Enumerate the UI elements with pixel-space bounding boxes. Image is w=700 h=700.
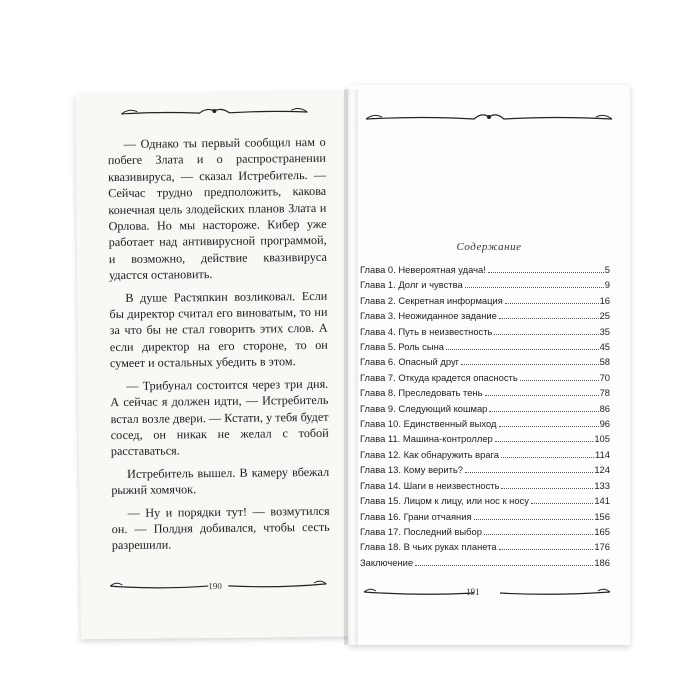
- toc-entry: [360, 293, 610, 308]
- toc-entry-label: Глава 6. Опасный друг: [360, 356, 460, 368]
- page-number-left: 190: [208, 580, 222, 592]
- toc-entry-page: 78: [599, 387, 610, 399]
- right-page: [348, 85, 630, 645]
- toc-leader-dots: [489, 411, 598, 412]
- toc-entry: [360, 493, 610, 508]
- toc-entry-page: 70: [599, 371, 610, 383]
- toc-entry-label: Глава 4. Путь в неизвестность: [360, 325, 493, 337]
- toc-entry-page: 9: [604, 279, 610, 291]
- toc-leader-dots: [520, 380, 599, 381]
- toc-leader-dots: [495, 441, 594, 442]
- paragraph: — Ну и порядки тут! — возмутился он. — Полдня добивался, чтобы сесть разрешили.: [111, 503, 330, 553]
- toc-entry: [360, 462, 610, 477]
- toc-entry: [360, 354, 610, 369]
- toc-entry-label: Глава 7. Откуда крадется опасность: [360, 371, 518, 383]
- toc-entry-page: 45: [599, 341, 610, 353]
- toc-leader-dots: [465, 472, 593, 473]
- toc-leader-dots: [499, 549, 594, 550]
- toc-entry-label: Глава 14. Шаги в неизвестность: [360, 479, 500, 491]
- toc-leader-dots: [531, 503, 593, 504]
- toc-entry-page: 186: [594, 556, 610, 568]
- toc-leader-dots: [488, 272, 604, 273]
- toc-leader-dots: [465, 287, 604, 288]
- toc-leader-dots: [494, 334, 598, 335]
- toc-entry-label: Глава 8. Преследовать тень: [360, 387, 483, 399]
- toc-entry: [360, 431, 610, 446]
- toc-leader-dots: [415, 565, 593, 566]
- toc-entry: [360, 416, 610, 431]
- toc-entry: [360, 308, 610, 323]
- toc-entry-label: Глава 0. Невероятная удача!: [360, 264, 486, 275]
- open-book: [78, 85, 630, 645]
- toc-entry: [360, 262, 610, 277]
- toc-entry-label: Глава 17. Последний выбор: [360, 525, 482, 537]
- toc-entry: [360, 539, 610, 554]
- toc-entry-page: 96: [599, 418, 610, 430]
- toc-entry-page: 133: [594, 479, 610, 491]
- paragraph: Истребитель вышел. В камеру вбежал рыжий хомячок.: [111, 464, 330, 498]
- page-number-right: 191: [466, 587, 480, 597]
- toc-entry: [360, 277, 610, 292]
- toc-entry-label: Глава 13. Кому верить?: [360, 464, 464, 476]
- chapter-text: [108, 134, 330, 560]
- toc-leader-dots: [501, 488, 593, 489]
- toc-entry-label: Глава 5. Роль сына: [360, 341, 444, 353]
- toc-entry-label: Глава 18. В чьих руках планета: [360, 541, 497, 553]
- toc-leader-dots: [499, 426, 599, 427]
- toc-entry: [360, 524, 610, 539]
- toc-leader-dots: [501, 457, 594, 458]
- toc-entry-page: 141: [594, 495, 610, 507]
- toc-entry: [360, 555, 610, 570]
- toc-entry-page: 124: [594, 464, 610, 476]
- paragraph: В душе Растяпкин возликовал. Если бы директор считал его виноватым, то ни за что бы не стал говорить этих слов. А если директор на его стороне, то он сумеет и остальных убедить в этом.: [109, 288, 328, 371]
- top-ornament-left: [119, 104, 309, 120]
- toc-entry-page: 86: [599, 402, 610, 414]
- toc-entry-page: 35: [599, 325, 610, 337]
- toc-entry-page: 156: [594, 510, 610, 522]
- toc-entry-page: 16: [599, 294, 610, 306]
- toc-entry-page: 165: [594, 525, 610, 537]
- toc-entry-page: 25: [599, 310, 610, 322]
- toc-entry-label: Глава 11. Машина-контроллер: [360, 433, 493, 445]
- toc-leader-dots: [505, 303, 599, 304]
- bottom-ornament-right: [362, 585, 612, 599]
- toc-entry-label: Глава 12. Как обнаружить врага: [360, 448, 499, 460]
- book-gutter: [344, 89, 358, 645]
- toc-leader-dots: [446, 349, 599, 350]
- toc-entry-page: 5: [604, 264, 610, 275]
- toc-leader-dots: [484, 534, 593, 535]
- paragraph: — Однако ты первый сообщил нам о побеге Злата и о распространении квазивируса, — сказал Истребитель. — Сейчас трудно предположить, какова конечная цель злодейских планов Злата и Орлова. Но мы настороже. Кибер уже работает над антивирусной программой, и возможно, действие квазивируса удастся остановить.: [107, 134, 327, 283]
- toc-entry: [360, 324, 610, 339]
- toc-leader-dots: [485, 395, 599, 396]
- toc-entry: [360, 447, 610, 462]
- top-ornament-right: [364, 111, 614, 125]
- toc-entry: [360, 401, 610, 416]
- left-page: [75, 92, 355, 640]
- toc-entry-page: 105: [594, 433, 610, 445]
- toc-entry-label: Глава 10. Единственный выход: [360, 418, 497, 430]
- toc-entry: [360, 339, 610, 354]
- toc-entry-page: 114: [595, 448, 610, 460]
- paragraph: — Трибунал состоится через три дня. А сейчас я должен идти, — Истребитель встал возле двери. — Кстати, у тебя будет сосед, он никак не желал с тобой расставаться.: [110, 376, 329, 459]
- toc-entry: [360, 370, 610, 385]
- toc-entry: [360, 385, 610, 400]
- toc-entry-label: Глава 9. Следующий кошмар: [360, 402, 488, 414]
- toc-entry: [360, 478, 610, 493]
- toc-leader-dots: [474, 519, 594, 520]
- toc-entry-label: Заключение: [360, 556, 414, 568]
- toc-entry-page: 176: [594, 541, 610, 553]
- toc-entry: [360, 509, 610, 524]
- toc-leader-dots: [461, 364, 598, 365]
- toc-entry-label: Глава 16. Грани отчаяния: [360, 510, 472, 522]
- toc-leader-dots: [499, 318, 599, 319]
- toc-entry-label: Глава 2. Секретная информация: [360, 294, 503, 306]
- toc-entry-label: Глава 15. Лицом к лицу, или нос к носу: [360, 495, 529, 507]
- toc-entry-label: Глава 3. Неожиданное задание: [360, 310, 497, 322]
- toc-entry-page: 58: [599, 356, 610, 368]
- toc-entry-label: Глава 1. Долг и чувства: [360, 279, 463, 291]
- table-of-contents: [360, 262, 610, 570]
- toc-title: Содержание: [456, 241, 522, 253]
